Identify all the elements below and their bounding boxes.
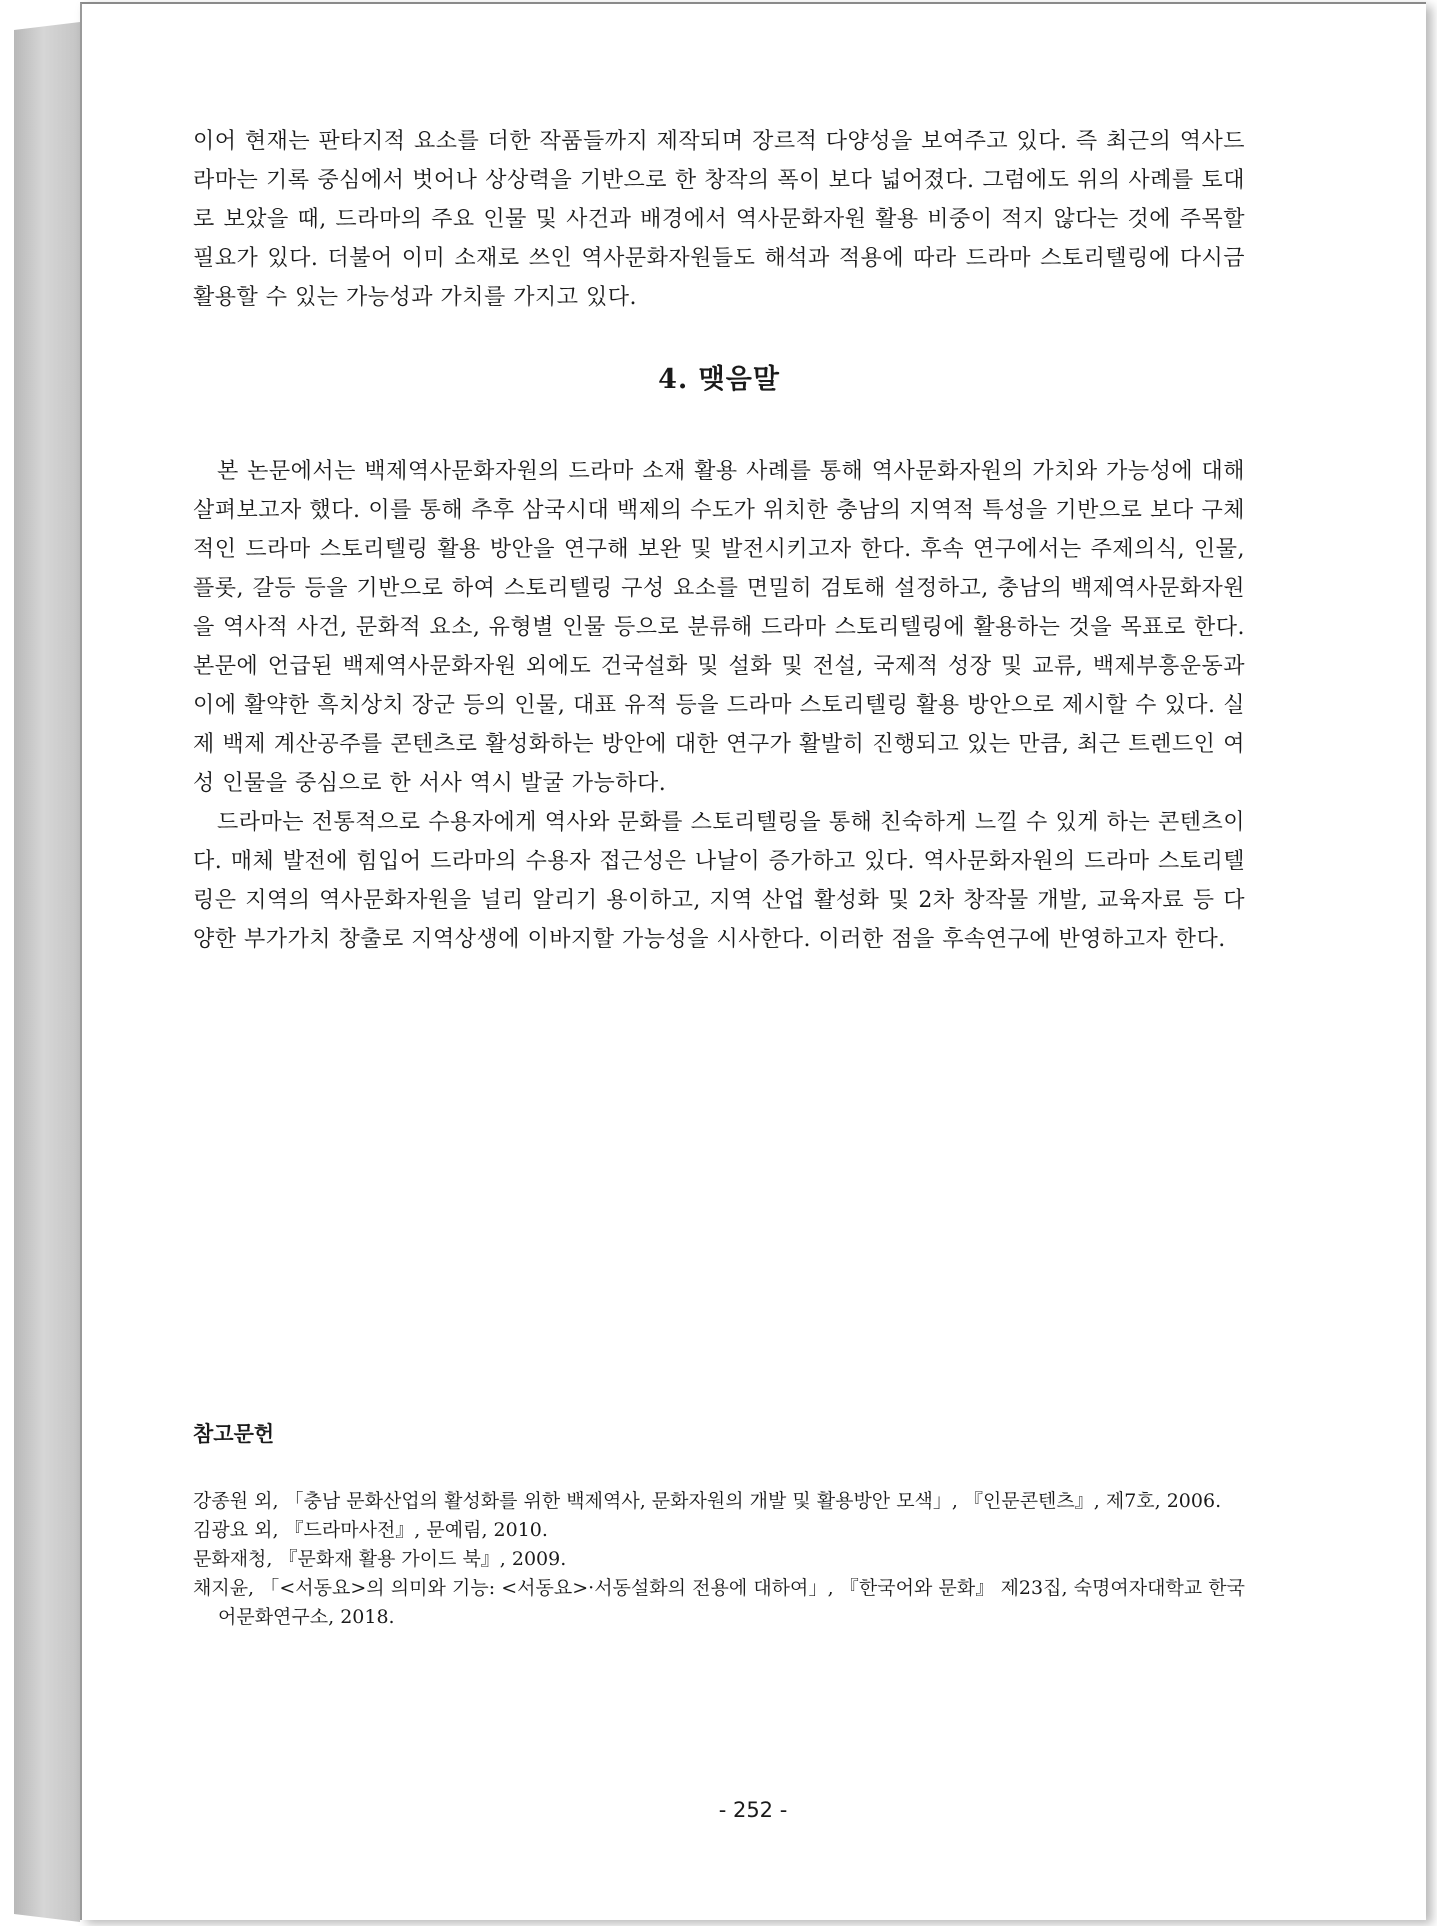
reference-item: 채지윤, 「<서동요>의 의미와 기능: <서동요>·서동설화의 전용에 대하여」, 『한국어와 문화』 제23집, 숙명여자대학교 한국어문화연구소, 2018.: [193, 1577, 1245, 1628]
reference-item: 강종원 외, 「충남 문화산업의 활성화를 위한 백제역사, 문화자원의 개발 및 활용방안 모색」, 『인문콘텐츠』, 제7호, 2006.: [193, 1490, 1222, 1512]
reference-item: 김광요 외, 『드라마사전』, 문예림, 2010.: [193, 1519, 548, 1541]
intro-paragraph: 이어 현재는 판타지적 요소를 더한 작품들까지 제작되며 장르적 다양성을 보여주고 있다. 즉 최근의 역사드라마는 기록 중심에서 벗어나 상상력을 기반으로 한 창작의 폭이 보다 넓어졌다. 그럼에도 위의 사례를 토대로 보았을 때, 드라마의 주요 인물 및 사건과 배경에서 역사문화자원 활용 비중이 적지 않다는 것에 주목할 필요가 있다. 더불어 이미 소재로 쓰인 역사문화자원들도 해석과 적용에 따라 드라마 스토리텔링에 다시금 활용할 수 있는 가능성과 가치를 가지고 있다.: [193, 129, 1245, 310]
conclusion-paragraph-2: 드라마는 전통적으로 수용자에게 역사와 문화를 스토리텔링을 통해 친숙하게 느낄 수 있게 하는 콘텐츠이다. 매체 발전에 힘입어 드라마의 수용자 접근성은 나날이 증가하고 있다. 역사문화자원의 드라마 스토리텔링은 지역의 역사문화자원을 널리 알리기 용이하고, 지역 산업 활성화 및 2차 창작물 개발, 교육자료 등 다양한 부가가치 창출로 지역상생에 이바지할 가능성을 시사한다. 이러한 점을 후속연구에 반영하고자 한다.: [193, 810, 1245, 952]
book-spine: [14, 22, 80, 1922]
reference-item: 문화재청, 『문화재 활용 가이드 북』, 2009.: [193, 1548, 567, 1570]
references-list: [193, 1487, 1245, 1632]
page-number: - 252 -: [718, 1798, 788, 1822]
section-title: 4. 맺음말: [658, 364, 780, 395]
page-content: [193, 122, 1245, 959]
references-title: 참고문헌: [193, 1422, 275, 1446]
conclusion-paragraph-1: 본 논문에서는 백제역사문화자원의 드라마 소재 활용 사례를 통해 역사문화자원의 가치와 가능성에 대해 살펴보고자 했다. 이를 통해 추후 삼국시대 백제의 수도가 위치한 충남의 지역적 특성을 기반으로 보다 구체적인 드라마 스토리텔링 활용 방안을 연구해 보완 및 발전시키고자 한다. 후속 연구에서는 주제의식, 인물, 플롯, 갈등 등을 기반으로 하여 스토리텔링 구성 요소를 면밀히 검토해 설정하고, 충남의 백제역사문화자원을 역사적 사건, 문화적 요소, 유형별 인물 등으로 분류해 드라마 스토리텔링에 활용하는 것을 목표로 한다. 본문에 언급된 백제역사문화자원 외에도 건국설화 및 설화 및 전설, 국제적 성장 및 교류, 백제부흥운동과 이에 활약한 흑치상치 장군 등의 인물, 대표 유적 등을 드라마 스토리텔링 활용 방안으로 제시할 수 있다. 실제 백제 계산공주를 콘텐츠로 활성화하는 방안에 대한 연구가 활발히 진행되고 있는 만큼, 최근 트렌드인 여성 인물을 중심으로 한 서사 역시 발굴 가능하다.: [193, 459, 1245, 796]
